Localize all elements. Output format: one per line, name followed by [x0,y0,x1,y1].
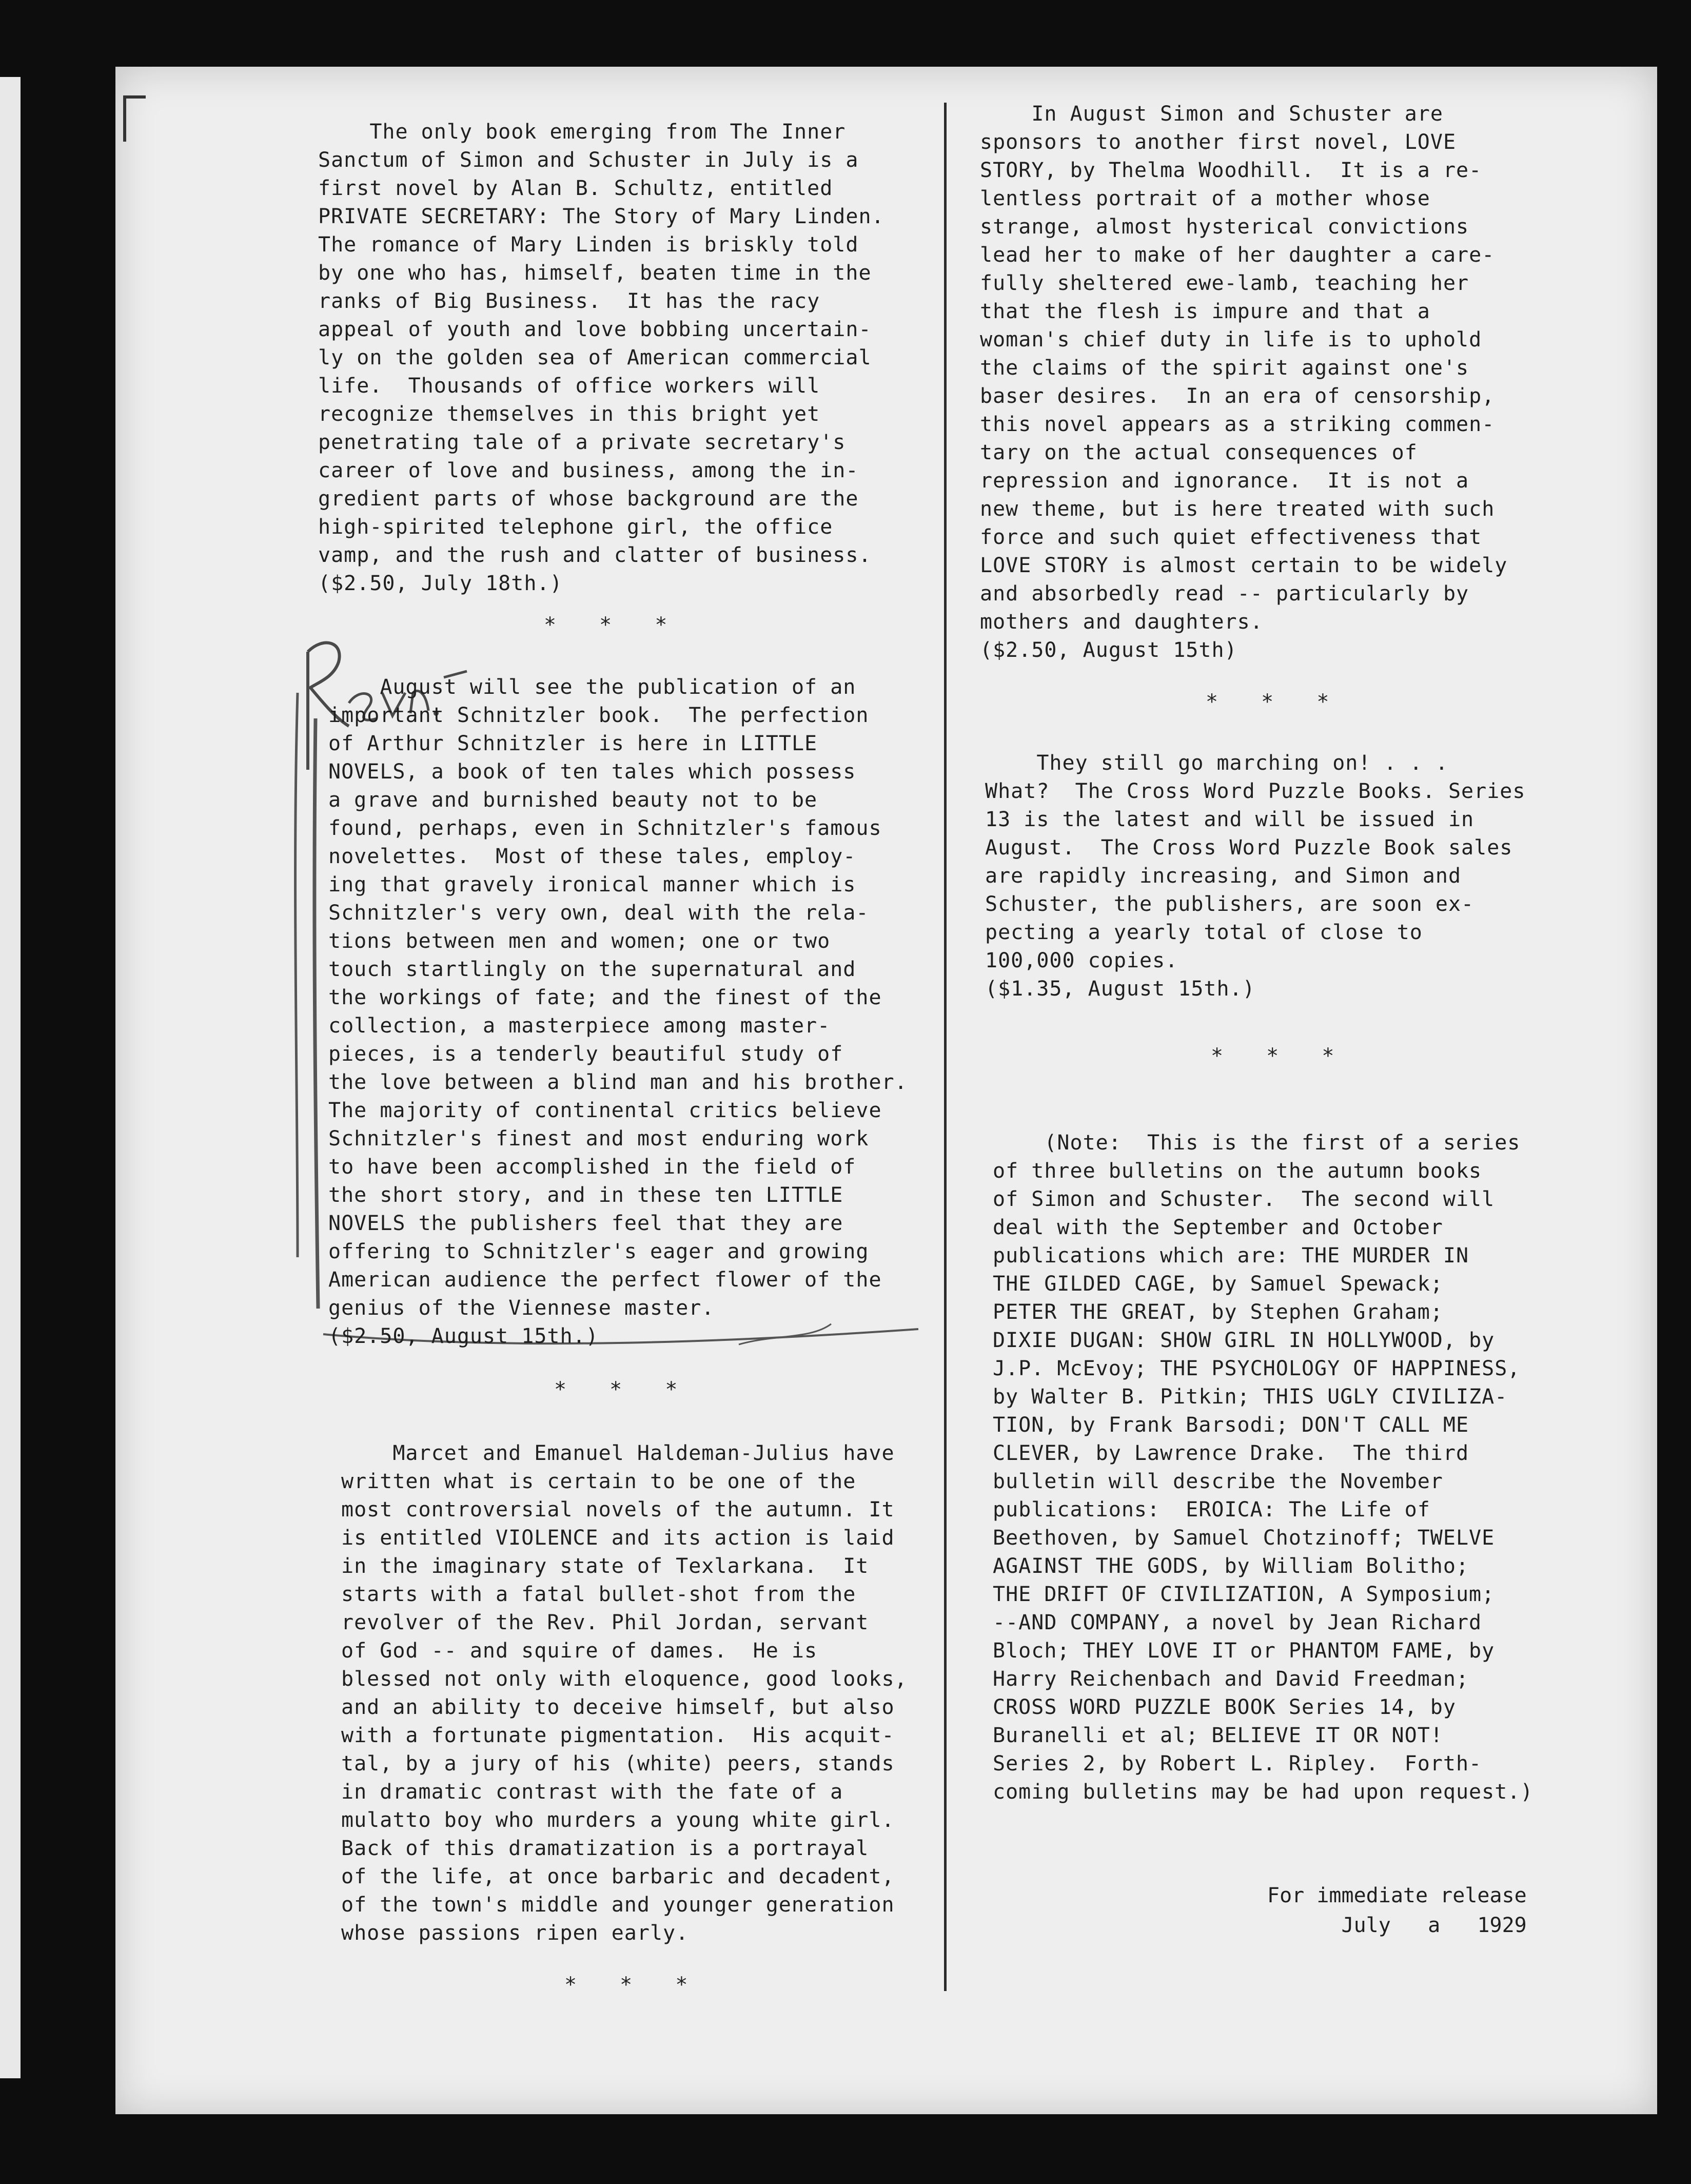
section-separator: * * * [564,1973,703,1997]
release-notice [1267,1881,1527,1940]
section-separator: * * * [1206,690,1345,714]
adjacent-page-edge [0,77,21,2078]
crop-mark [123,95,126,142]
bulletin-note-paragraph: (Note: This is the first of a series of three bulletins on the autumn books of Simon and Schuster. The second will deal with the September and October publications which are: THE MURDER IN THE GILDED CAGE, by Samuel Spewack; PETER THE GREAT, by Stephen Graham; DIXIE DUGAN: SHOW GIRL IN HOLLYWOOD, by J.P. McEvoy; THE PSYCHOLOGY OF HAPPINESS, by Walter B. Pitkin; THIS UGLY CIVILIZA- TION, by Frank Barsodi; DON'T CALL ME CLEVER, by Lawrence Drake. The third bulletin will describe the November publications: EROICA: The Life of Beethoven, by Samuel Chotzinoff; TWELVE AGAINST THE GODS, by William Bolitho; THE DRIFT OF CIVILIZATION, A Symposium; --AND COMPANY, a novel by Jean Richard Bloch; THEY LOVE IT or PHANTOM FAME, by Harry Reichenbach and David Freedman; CROSS WORD PUZZLE BOOK Series 14, by Buranelli et al; BELIEVE IT OR NOT! Series 2, by Robert L. Ripley. Forth- coming bulletins may be had upon request.) [993,1131,1533,1804]
cross-word-paragraph: They still go marching on! . . . What? The Cross Word Puzzle Books. Series 13 is the latest and will be issued in August. The Cross Word Puzzle Book sales are rapidly increasing, and Simon and Schuster, the publishers, are soon ex- pecting a yearly total of close to 100,000 copies. ($1.35, August 15th.) [985,751,1526,1001]
violence-paragraph: Marcet and Emanuel Haldeman-Julius have written what is certain to be one of the most controversial novels of the autumn. It is entitled VIOLENCE and its action is laid in the imaginary state of Texlarkana. It starts with a fatal bullet-shot from the revolver of the Rev. Phil Jordan, servant of God -- and squire of dames. He is blessed not only with eloquence, good looks, and an ability to deceive himself, but also with a fortunate pigmentation. His acquit- tal, by a jury of his (white) peers, stands in dramatic contrast with the fate of a mulatto boy who murders a young white girl. Back of this dramatization is a portrayal of the life, at once barbaric and decadent, of the town's middle and younger generation whose passions ripen early. [341,1441,908,1945]
little-novels-paragraph: August will see the publication of an important Schnitzler book. The perfection of Arthur Schnitzler is here in LITTLE NOVELS, a book of ten tales which possess a grave and burnished beauty not to be found, perhaps, even in Schnitzler's famous novelettes. Most of these tales, employ- ing that gravely ironical manner which is Schnitzler's very own, deal with the rela- tions between men and women; one or two touch startlingly on the supernatural and the workings of fate; and the finest of the collection, a masterpiece among master- pieces, is a tenderly beautiful study of the love between a blind man and his brother. The majority of continental critics believe Schnitzler's finest and most enduring work to have been accomplished in the field of the short story, and in these ten LITTLE NOVELS the publishers feel that they are offering to Schnitzler's eager and growing American audience the perfect flower of the genius of the Viennese master. ($2.50, August 15th.) [328,675,908,1348]
love-story-paragraph: In August Simon and Schuster are sponsors to another first novel, LOVE STORY, by Thelma Woodhill. It is a re- lentless portrait of a mother whose strange, almost hysterical convictions lead her to make of her daughter a care- fully sheltered ewe-lamb, teaching her that the flesh is impure and that a woman's chief duty in life is to uphold the claims of the spirit against one's baser desires. In an era of censorship, this novel appears as a striking commen- tary on the actual consequences of repression and ignorance. It is not a new theme, but is here treated with such force and such quiet effectiveness that LOVE STORY is almost certain to be widely and absorbedly read -- particularly by mothers and daughters. ($2.50, August 15th) [980,102,1508,662]
release-line-1: For immediate release [1267,1884,1527,1907]
crop-mark [123,95,146,99]
release-date: July a 1929 [1341,1914,1527,1937]
private-secretary-paragraph: The only book emerging from The Inner Sanctum of Simon and Schuster in July is a first novel by Alan B. Schultz, entitled PRIVATE SECRETARY: The Story of Mary Linden. The romance of Mary Linden is briskly told by one who has, himself, beaten time in the ranks of Big Business. It has the racy appeal of youth and love bobbing uncertain- ly on the golden sea of American commercial life. Thousands of office workers will recognize themselves in this bright yet penetrating tale of a private secretary's career of love and business, among the in- gredient parts of whose background are the high-spirited telephone girl, the office vamp, and the rush and clatter of business. ($2.50, July 18th.) [318,120,884,595]
section-separator: * * * [554,1378,693,1401]
column-divider [944,103,947,1991]
section-separator: * * * [544,613,683,637]
section-separator: * * * [1211,1044,1350,1068]
